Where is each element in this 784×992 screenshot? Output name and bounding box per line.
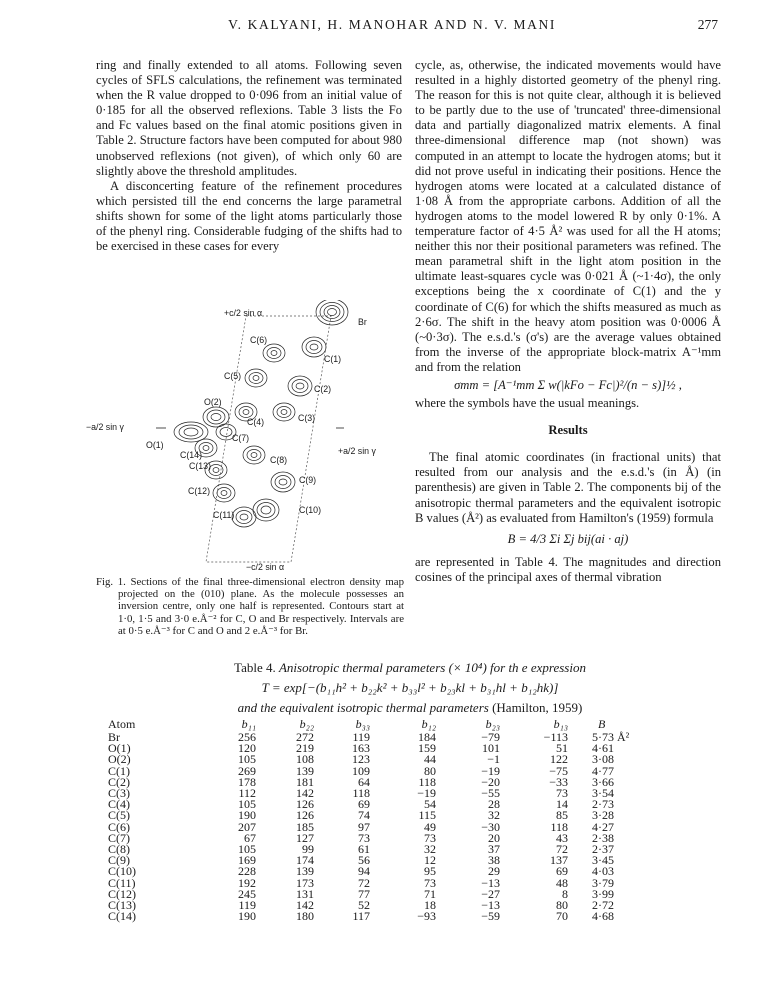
table-cell: C(6) bbox=[108, 819, 130, 834]
table-row bbox=[108, 777, 632, 788]
atom-label-c7: C(7) bbox=[232, 433, 250, 443]
table-cell: 112 bbox=[238, 786, 256, 801]
table-cell: 99 bbox=[302, 842, 314, 857]
contour-c10 bbox=[253, 499, 279, 521]
table-cell: 2·37 bbox=[592, 842, 614, 857]
caption-label: Fig. 1. bbox=[96, 576, 126, 588]
table-cell: 69 bbox=[556, 864, 568, 879]
table-cell: 49 bbox=[424, 819, 436, 834]
table-cell: 2·73 bbox=[592, 797, 614, 812]
table-cell: −1 bbox=[487, 752, 500, 767]
table-cell: 131 bbox=[296, 886, 314, 901]
table-caption-line3: and the equivalent isotropic thermal parameters bbox=[237, 700, 489, 715]
table-cell: 142 bbox=[296, 898, 314, 913]
table-cell: O(2) bbox=[108, 752, 131, 767]
table-cell: C(5) bbox=[108, 808, 130, 823]
table-cell: 73 bbox=[556, 786, 568, 801]
contour-c6 bbox=[263, 344, 285, 362]
table-cell: 95 bbox=[424, 864, 436, 879]
table-cell: 3·45 bbox=[592, 853, 614, 868]
table-cell: 126 bbox=[296, 797, 314, 812]
table-cell: 173 bbox=[296, 875, 314, 890]
table-cell: C(8) bbox=[108, 842, 130, 857]
table-row bbox=[108, 732, 632, 743]
table-cell: −55 bbox=[481, 786, 500, 801]
table-cell: 3·28 bbox=[592, 808, 614, 823]
table-cell: C(2) bbox=[108, 774, 130, 789]
axis-label-right: +a/2 sin γ bbox=[338, 446, 376, 456]
electron-density-figure bbox=[86, 300, 396, 570]
table-cell: 73 bbox=[358, 830, 370, 845]
table-cell: 48 bbox=[556, 875, 568, 890]
table-cell: 118 bbox=[418, 774, 436, 789]
table-cell: −19 bbox=[481, 763, 500, 778]
table-cell: 126 bbox=[296, 808, 314, 823]
table-cell: 123 bbox=[352, 752, 370, 767]
atom-label-o1: O(1) bbox=[146, 440, 164, 450]
table-row bbox=[108, 833, 632, 844]
table-cell: 51 bbox=[556, 741, 568, 756]
column-header: b₂₃ bbox=[485, 717, 500, 732]
table-cell: −33 bbox=[549, 774, 568, 789]
table-cell: 219 bbox=[296, 741, 314, 756]
table-cell: 94 bbox=[358, 864, 370, 879]
column-header: b₃₃ bbox=[355, 717, 370, 732]
table-cell: 43 bbox=[556, 830, 568, 845]
table-cell: −19 bbox=[417, 786, 436, 801]
table-cell: C(3) bbox=[108, 786, 130, 801]
table-row bbox=[108, 866, 632, 877]
column-header: Atom bbox=[108, 717, 136, 732]
table-cell: 61 bbox=[358, 842, 370, 857]
caption-text: Sections of the final three-dimensional electron density map projected on the (010) plane. As the molecule possesses an inversion centre, only one half is represented. Contours start at 1·0, 1·5 and 3·0 e.Å⁻² for C, O and Br respectively. Intervals are at 0·5 e.Å⁻³ for C and O and 2 e.Å⁻³ for Br. bbox=[118, 576, 404, 637]
table-cell: 181 bbox=[296, 774, 314, 789]
table-cell: 4·27 bbox=[592, 819, 614, 834]
table-cell: 18 bbox=[424, 898, 436, 913]
column-header: B bbox=[598, 717, 606, 732]
figure-caption bbox=[96, 576, 404, 637]
table-cell: 3·79 bbox=[592, 875, 614, 890]
table-cell: 117 bbox=[352, 909, 370, 924]
table-cell: 137 bbox=[550, 853, 568, 868]
table-cell: 37 bbox=[488, 842, 500, 857]
table-cell: 190 bbox=[238, 909, 256, 924]
table-row bbox=[108, 911, 632, 922]
atom-label-c5: C(5) bbox=[224, 371, 242, 381]
table-cell: C(4) bbox=[108, 797, 130, 812]
table-cell: 44 bbox=[424, 752, 436, 767]
contour-c3 bbox=[273, 403, 295, 421]
column-header: b₁₃ bbox=[553, 717, 568, 732]
table-cell: 5·73 Å² bbox=[592, 730, 630, 744]
paragraph: are represented in Table 4. The magnitudes and direction cosines of the principal axes of thermal vibration bbox=[415, 554, 721, 584]
table-cell: 54 bbox=[424, 797, 436, 812]
table-cell: 4·03 bbox=[592, 864, 614, 879]
atom-label-c1: C(1) bbox=[324, 354, 342, 364]
table-cell: C(14) bbox=[108, 909, 136, 924]
axis-label-top: +c/2 sin α bbox=[224, 308, 263, 318]
table-cell: 109 bbox=[352, 763, 370, 778]
axis-label-bottom: −c/2 sin α bbox=[246, 562, 285, 572]
column-header: b₂₂ bbox=[299, 717, 314, 732]
paragraph: A disconcerting feature of the refinement procedures which persisted till the end concerns the large parametral shifts shown for some of the light atoms particularly those of the phenyl ring. Considerable fudging of the shifts had to be exercised in these cases for every bbox=[96, 178, 402, 254]
table-row bbox=[108, 788, 632, 799]
table-cell: 32 bbox=[424, 842, 436, 857]
paragraph: where the symbols have the usual meanings. bbox=[415, 396, 640, 411]
atom-label-c6: C(6) bbox=[250, 335, 268, 345]
table-cell: 174 bbox=[296, 853, 314, 868]
table-cell: 105 bbox=[238, 752, 256, 767]
table-cell: 38 bbox=[488, 853, 500, 868]
table-cell: 192 bbox=[238, 875, 256, 890]
table-cell: 118 bbox=[550, 819, 568, 834]
table-cell: 163 bbox=[352, 741, 370, 756]
contour-c8 bbox=[243, 446, 265, 464]
table-cell: 73 bbox=[424, 830, 436, 845]
table-cell: 120 bbox=[238, 741, 256, 756]
table-cell: 14 bbox=[556, 797, 568, 812]
table-cell: 118 bbox=[352, 786, 370, 801]
table-cell: 2·72 bbox=[592, 898, 614, 913]
table-cell: C(11) bbox=[108, 875, 136, 890]
table-cell: 119 bbox=[352, 730, 370, 744]
contour-c5 bbox=[245, 369, 267, 387]
table-cell: 85 bbox=[556, 808, 568, 823]
atom-label-c13: C(13) bbox=[189, 461, 211, 471]
table-cell: 67 bbox=[244, 830, 256, 845]
table-cell: −13 bbox=[481, 898, 500, 913]
table-cell: −13 bbox=[481, 875, 500, 890]
table-cell: 4·61 bbox=[592, 741, 614, 756]
table-cell: 256 bbox=[238, 730, 256, 744]
column-header: b₁₁ bbox=[241, 717, 256, 732]
table-row bbox=[108, 878, 632, 889]
table-cell: −75 bbox=[549, 763, 568, 778]
axis-label-left: −a/2 sin γ bbox=[86, 422, 124, 432]
table-caption: Anisotropic thermal parameters (× 10⁴) for th e expression bbox=[278, 660, 586, 675]
atom-label-c11: C(11) bbox=[213, 510, 235, 520]
atom-label-c3: C(3) bbox=[298, 413, 316, 423]
left-column bbox=[96, 58, 402, 254]
atom-label-c9: C(9) bbox=[299, 475, 317, 485]
table-cell: 105 bbox=[238, 797, 256, 812]
table-cell: 20 bbox=[488, 830, 500, 845]
table-cell: 64 bbox=[358, 774, 370, 789]
table-cell: 122 bbox=[550, 752, 568, 767]
table-row bbox=[108, 900, 632, 911]
table-cell: 56 bbox=[358, 853, 370, 868]
atom-label-c2: C(2) bbox=[314, 384, 332, 394]
table-label: Table 4. bbox=[234, 660, 276, 675]
table-cell: O(1) bbox=[108, 741, 131, 756]
table-cell: −20 bbox=[481, 774, 500, 789]
table-cell: 190 bbox=[238, 808, 256, 823]
table-cell: 32 bbox=[488, 808, 500, 823]
table-cell: 142 bbox=[296, 786, 314, 801]
table-expression: T = exp[−(b₁₁h² + b₂₂k² + b₃₃l² + b₂₃kl + b₃₁hl + b₁₂hk)] bbox=[261, 680, 559, 695]
table-cell: 80 bbox=[556, 898, 568, 913]
table-cell: 71 bbox=[424, 886, 436, 901]
contour-c2 bbox=[288, 376, 312, 396]
table-cell: 52 bbox=[358, 898, 370, 913]
table-cell: 73 bbox=[424, 875, 436, 890]
table-cell: 3·54 bbox=[592, 786, 614, 801]
table-cell: 127 bbox=[296, 830, 314, 845]
thermal-parameters-table bbox=[108, 718, 632, 922]
table-cell: C(10) bbox=[108, 864, 136, 879]
contour-br bbox=[316, 300, 348, 325]
table-cell: −93 bbox=[417, 909, 436, 924]
table-cell: 272 bbox=[296, 730, 314, 744]
atom-label-c12: C(12) bbox=[188, 486, 210, 496]
section-title-results: Results bbox=[548, 423, 588, 438]
table-cell: 159 bbox=[418, 741, 436, 756]
table-cell: C(12) bbox=[108, 886, 136, 901]
table-cell: 72 bbox=[556, 842, 568, 857]
table-cell: 77 bbox=[358, 886, 370, 901]
table-cell: 185 bbox=[296, 819, 314, 834]
table-cell: 115 bbox=[418, 808, 436, 823]
running-head: V. KALYANI, H. MANOHAR AND N. V. MANI bbox=[228, 17, 556, 32]
table-cell: 8 bbox=[562, 886, 568, 901]
atom-label-c4: C(4) bbox=[247, 417, 265, 427]
paragraph: cycle, as, otherwise, the indicated movements would have resulted in a highly distorted geometry of the phenyl ring. The reason for this is not quite clear, although it is believed to be partly due to the use of 'truncated' three-dimensional data and partially diagonalized matrix elements. A final three-dimensional difference map (not shown) was computed in an attempt to locate the hydrogen atoms; but it did not prove useful in indicating their positions. Hence the hydrogen atoms were located at a calculated distance of 1·08 Å from the appropriate carbons. Addition of all the hydrogen atoms to the model lowered R by only 0·1%. A temperature factor of 4·5 Å² was used for all the H atoms; neither this nor their positional parameters was refined. The mean parametral shift in the light atom position in the ultimate least-squares cycle was 0·021 Å (~1·4σ), the only exceptions being the x coordinate of C(1) and the y coordinate of C(6) for which the shifts measured as much as 2·6σ. The shift in the heavy atom position was 0·0006 Å (~0·3σ). The e.s.d.'s (σ's) are the average values obtained from the inverse of the appropriate block-matrix A⁻¹mm and from the relation bbox=[415, 58, 721, 374]
right-column bbox=[415, 58, 721, 585]
table-cell: 178 bbox=[238, 774, 256, 789]
table-cell: −59 bbox=[481, 909, 500, 924]
contour-c1 bbox=[302, 337, 326, 357]
table-cell: 101 bbox=[482, 741, 500, 756]
contour-c12 bbox=[213, 484, 235, 502]
atom-label-c14: C(14) bbox=[180, 450, 202, 460]
table-cell: 3·99 bbox=[592, 886, 614, 901]
table-cell: 3·66 bbox=[592, 774, 614, 789]
table-cell: −30 bbox=[481, 819, 500, 834]
table-cell: 180 bbox=[296, 909, 314, 924]
table-cell: 269 bbox=[238, 763, 256, 778]
table-cell: Br bbox=[108, 730, 120, 744]
paragraph: The final atomic coordinates (in fractional units) that resulted from our analysis and the e.s.d.'s (in Å) (in parenthesis) are given in Table 2. The components bij of the anisotropic thermal parameters and the equivalent isotropic B values (Å²) as evaluated from Hamilton's (1959) formula bbox=[415, 450, 721, 525]
page-header bbox=[0, 14, 784, 36]
table-cell: C(9) bbox=[108, 853, 130, 868]
table-cell: 29 bbox=[488, 864, 500, 879]
table-body bbox=[108, 732, 632, 922]
table-cell: 4·77 bbox=[592, 763, 614, 778]
contour-c9 bbox=[271, 472, 295, 492]
table-cell: 72 bbox=[358, 875, 370, 890]
table-row bbox=[108, 855, 632, 866]
paragraph: ring and finally extended to all atoms. Following seven cycles of SFLS calculations, the refinement was terminated when the R value dropped to 0·096 from an initial value of 0·185 for all the observed reflexions. Table 3 lists the Fo and Fc values based on the final atomic positions given in Table 2. Structure factors have been computed for about 980 unobserved reflexions (not given), of which only 60 are slightly above the threshold amplitudes. bbox=[96, 58, 402, 178]
table-cell: 28 bbox=[488, 797, 500, 812]
table-cell: 80 bbox=[424, 763, 436, 778]
table-cell: 4·68 bbox=[592, 909, 614, 924]
contour-c11 bbox=[232, 507, 256, 527]
table-row bbox=[108, 889, 632, 900]
table-cell: 74 bbox=[358, 808, 370, 823]
table-cell: C(1) bbox=[108, 763, 130, 778]
table-cell: C(7) bbox=[108, 830, 130, 845]
table-cell: 139 bbox=[296, 763, 314, 778]
table-row bbox=[108, 799, 632, 810]
atom-label-br: Br bbox=[358, 317, 367, 327]
b-formula: B = 4/3 Σi Σj bij(ai · aj) bbox=[507, 531, 629, 546]
table-cell: C(13) bbox=[108, 898, 136, 913]
table-title bbox=[96, 658, 724, 718]
table-cell: −79 bbox=[481, 730, 500, 744]
atom-label-c8: C(8) bbox=[270, 455, 288, 465]
table-cell: 207 bbox=[238, 819, 256, 834]
table-cell: 228 bbox=[238, 864, 256, 879]
atom-label-c10: C(10) bbox=[299, 505, 321, 515]
table-cell: 245 bbox=[238, 886, 256, 901]
table-row bbox=[108, 822, 632, 833]
page-number: 277 bbox=[697, 17, 718, 32]
sigma-formula: σmm = [A⁻¹mm Σ w(|kFo − Fc|)²/(n − s)]½ , bbox=[454, 377, 682, 392]
column-header: b₁₂ bbox=[421, 717, 436, 732]
table-cell: −27 bbox=[481, 886, 500, 901]
table-cell: 3·08 bbox=[592, 752, 614, 767]
table-cell: −113 bbox=[543, 730, 568, 744]
atom-label-o2: O(2) bbox=[204, 397, 222, 407]
table-cell: 119 bbox=[238, 898, 256, 913]
table-cell: 108 bbox=[296, 752, 314, 767]
table-cell: 12 bbox=[424, 853, 436, 868]
table-cell: 184 bbox=[418, 730, 436, 744]
table-cell: 2·38 bbox=[592, 830, 614, 845]
table-cell: 139 bbox=[296, 864, 314, 879]
table-cell: 105 bbox=[238, 842, 256, 857]
table-cell: 169 bbox=[238, 853, 256, 868]
table-cell: 70 bbox=[556, 909, 568, 924]
table-cell: 69 bbox=[358, 797, 370, 812]
table-cell: 97 bbox=[358, 819, 370, 834]
table-citation: (Hamilton, 1959) bbox=[492, 700, 583, 715]
